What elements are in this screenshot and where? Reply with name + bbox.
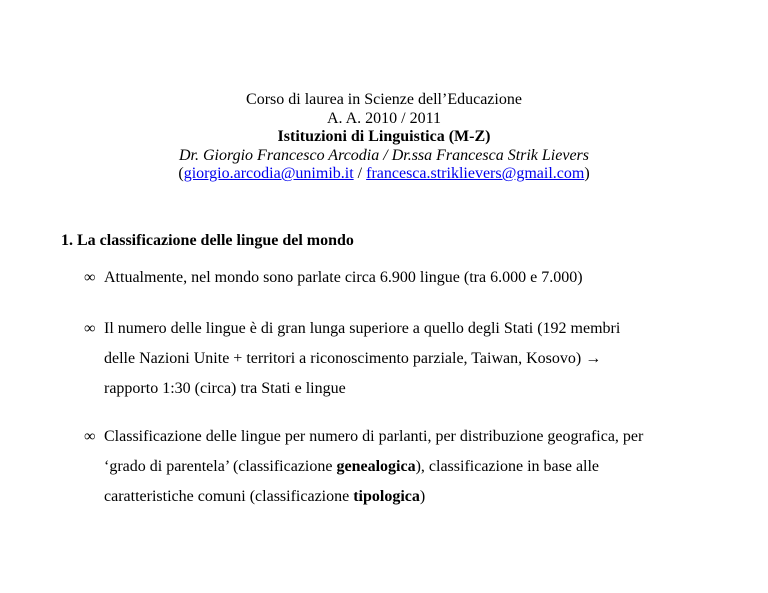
email-separator: /	[353, 165, 367, 182]
list-item	[84, 314, 744, 404]
list-item-line: Attualmente, nel mondo sono parlate circa 6.900 lingue (tra 6.000 e 7.000)	[104, 269, 583, 286]
list-item	[84, 263, 744, 293]
list-item-text	[104, 263, 744, 293]
email-close-paren: )	[584, 165, 590, 182]
section-title: 1. La classificazione delle lingue del mondo	[61, 232, 354, 249]
text-run: ‘grado di parentela’ (classificazione	[104, 458, 337, 475]
list-item-line	[104, 452, 744, 482]
email-line	[0, 165, 768, 184]
infinity-bullet-icon: ∞	[84, 320, 96, 337]
term-genealogica: genealogica	[336, 458, 416, 475]
teachers: Dr. Giorgio Francesco Arcodia / Dr.ssa Francesca Strik Lievers	[178, 146, 590, 164]
text-run: caratteristiche comuni (classificazione	[104, 488, 354, 505]
term-tipologica: tipologica	[353, 488, 420, 505]
list-item-text	[104, 314, 744, 404]
email-open-paren: (	[178, 165, 184, 182]
list-item-line: Il numero delle lingue è di gran lunga superiore a quello degli Stati (192 membri	[104, 320, 621, 337]
list-item-line	[104, 482, 744, 512]
email-link-striklievers[interactable]: francesca.striklievers@gmail.com	[366, 165, 585, 182]
list-item-line: Classificazione delle lingue per numero di parlanti, per distribuzione geografica, per	[104, 428, 644, 445]
subject-title: Istituzioni di Linguistica (M-Z)	[277, 128, 491, 145]
text-run: )	[419, 488, 426, 505]
course-name: Corso di laurea in Scienze dell’Educazione	[246, 91, 522, 108]
email-link-arcodia[interactable]: giorgio.arcodia@unimib.it	[183, 165, 354, 182]
infinity-bullet-icon: ∞	[84, 428, 96, 445]
academic-year: A. A. 2010 / 2011	[326, 109, 442, 127]
list-item-line: delle Nazioni Unite + territori a riconoscimento parziale, Taiwan, Kosovo) →	[104, 350, 602, 367]
list-item	[84, 422, 744, 512]
list-item-text	[104, 422, 744, 512]
text-run: ), classificazione in base alle	[415, 458, 600, 475]
list-item-line: rapporto 1:30 (circa) tra Stati e lingue	[104, 380, 346, 397]
infinity-bullet-icon: ∞	[84, 269, 96, 286]
document-header	[0, 91, 768, 184]
